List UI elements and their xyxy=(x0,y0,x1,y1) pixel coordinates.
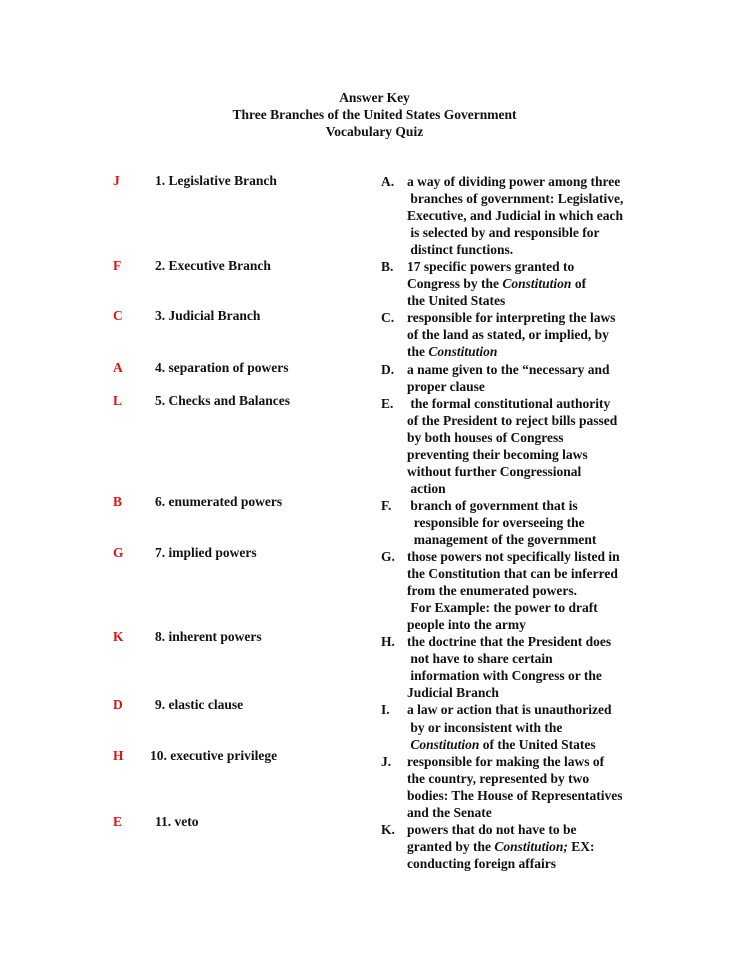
definition-letter: A. xyxy=(381,174,395,189)
definition xyxy=(381,548,623,633)
definition-text: those powers not specifically listed in xyxy=(407,549,620,565)
definition-text: management of the government xyxy=(407,531,597,547)
definition-line xyxy=(381,719,623,736)
definition-text: by or inconsistent with the xyxy=(407,719,563,735)
vocabulary-term: 6. enumerated powers xyxy=(155,494,283,509)
definition-line xyxy=(381,292,623,309)
header-subtitle: Three Branches of the United States Government xyxy=(232,107,517,122)
definition-line xyxy=(381,190,623,207)
definition-text: from the enumerated powers. xyxy=(407,583,577,599)
definition-text: branch of government that is xyxy=(407,497,578,513)
definition xyxy=(381,753,623,821)
definition-text: granted by the xyxy=(407,838,495,854)
definition-line xyxy=(381,650,623,667)
definition-text: of the United States xyxy=(479,736,596,752)
definition-letter: E. xyxy=(381,395,394,411)
definition-text: by both houses of Congress xyxy=(407,429,564,445)
definition-text: without further Congressional xyxy=(407,463,582,479)
definition-line xyxy=(381,736,623,753)
definition-text: responsible for overseeing the xyxy=(407,514,585,530)
vocabulary-term: 5. Checks and Balances xyxy=(155,393,291,408)
definition-text: the Constitution that can be inferred xyxy=(407,566,618,582)
vocabulary-term: 2. Executive Branch xyxy=(155,258,271,273)
definition-line xyxy=(381,463,623,480)
definition-text: the xyxy=(407,344,429,360)
definition-letter: C. xyxy=(381,310,395,326)
definition-line xyxy=(381,378,623,395)
answer-letter: E xyxy=(113,814,123,829)
definition xyxy=(381,701,623,752)
definition-letter: K. xyxy=(381,821,395,837)
definition-text: the doctrine that the President does xyxy=(407,634,612,650)
definition-line xyxy=(381,429,623,446)
answer-letter: A xyxy=(113,360,123,375)
answer-letter: C xyxy=(113,308,123,323)
definition-text: For Example: the power to draft xyxy=(407,600,598,616)
definition-line xyxy=(381,616,623,633)
definition-letter: I. xyxy=(381,702,390,718)
definition-line xyxy=(381,275,623,292)
definition-text: and the Senate xyxy=(407,804,492,820)
definition-text: the formal constitutional authority xyxy=(407,395,611,411)
definition-line xyxy=(381,548,623,565)
definition-line xyxy=(381,667,623,684)
definition-letter: D. xyxy=(381,361,395,377)
definition-line xyxy=(381,582,623,599)
definition-line xyxy=(381,770,623,787)
definition-line xyxy=(381,838,623,855)
definitions-list xyxy=(381,173,623,872)
header-title: Answer Key xyxy=(339,90,410,105)
definition-line xyxy=(381,258,623,275)
definition-text: Congress by the xyxy=(407,276,503,292)
definition-line xyxy=(381,173,623,190)
header-quiz-name: Vocabulary Quiz xyxy=(325,124,424,139)
definition-line xyxy=(381,855,623,872)
definition-line xyxy=(381,309,623,326)
definition xyxy=(381,821,623,872)
definition-line xyxy=(381,531,623,548)
definition xyxy=(381,395,623,497)
definition-text: of xyxy=(571,276,587,292)
definition-text: branches of government: Legislative, xyxy=(407,191,624,207)
italic-text: Constitution xyxy=(502,276,572,292)
definition-text: of the land as stated, or implied, by xyxy=(407,327,609,343)
definition-line xyxy=(381,599,623,616)
definition-text: action xyxy=(407,480,446,496)
vocabulary-term: 9. elastic clause xyxy=(155,697,244,712)
definition-line xyxy=(381,804,623,821)
definition-letter: H. xyxy=(381,634,395,650)
answer-letter: D xyxy=(113,697,123,712)
definition-letter: B. xyxy=(381,259,394,275)
definition-text: information with Congress or the xyxy=(407,668,602,684)
italic-text: Constitution; xyxy=(494,838,568,854)
definition-line xyxy=(381,565,623,582)
definition-text: people into the army xyxy=(407,617,526,633)
answer-letter: H xyxy=(113,748,124,763)
definition-line xyxy=(381,343,623,360)
answer-letter: J xyxy=(113,173,120,188)
definition xyxy=(381,258,623,309)
italic-text: Constitution xyxy=(428,344,498,360)
vocabulary-term: 7. implied powers xyxy=(155,545,257,560)
definition-text: a name given to the “necessary and xyxy=(407,361,610,377)
definition-text: responsible for making the laws of xyxy=(407,753,605,769)
definition-line xyxy=(381,701,623,718)
answer-letter: F xyxy=(113,258,122,273)
definition xyxy=(381,633,623,701)
definition-letter: G. xyxy=(381,549,395,565)
definition-line xyxy=(381,412,623,429)
definition xyxy=(381,361,623,395)
answer-letter: B xyxy=(113,494,123,509)
definition-text: of the President to reject bills passed xyxy=(407,412,618,428)
definition-text: a law or action that is unauthorized xyxy=(407,702,612,718)
italic-text: Constitution xyxy=(410,736,480,752)
definition-line xyxy=(381,224,623,241)
definition-line xyxy=(381,361,623,378)
definition-text: not have to share certain xyxy=(407,651,553,667)
definition-text: bodies: The House of Representatives xyxy=(407,787,623,803)
definition-line xyxy=(381,326,623,343)
definition-text: responsible for interpreting the laws xyxy=(407,310,616,326)
definition-text: a way of dividing power among three xyxy=(407,174,621,189)
definition xyxy=(381,173,623,258)
vocabulary-term: 8. inherent powers xyxy=(155,629,262,644)
definition-text: conducting foreign affairs xyxy=(407,855,556,871)
definition-line xyxy=(381,207,623,224)
definition-line xyxy=(381,787,623,804)
definition-letter: J. xyxy=(381,753,392,769)
definition-line xyxy=(381,497,623,514)
definition-line xyxy=(381,241,623,258)
answer-letter: L xyxy=(113,393,123,408)
definition-letter: F. xyxy=(381,497,392,513)
answer-letter: G xyxy=(113,545,124,560)
definition-text: Executive, and Judicial in which each xyxy=(407,208,624,224)
definition-line xyxy=(381,514,623,531)
vocabulary-term: 10. executive privilege xyxy=(150,748,278,763)
definition-text: preventing their becoming laws xyxy=(407,446,588,462)
vocabulary-term: 11. veto xyxy=(155,814,199,829)
definition-text: the country, represented by two xyxy=(407,770,590,786)
definition-text: is selected by and responsible for xyxy=(407,225,600,241)
vocabulary-term: 1. Legislative Branch xyxy=(155,173,277,188)
definition xyxy=(381,497,623,548)
definition-line xyxy=(381,753,623,770)
definition-line xyxy=(381,633,623,650)
definition-text: proper clause xyxy=(407,378,485,394)
definition-line xyxy=(381,684,623,701)
definition-line xyxy=(381,395,623,412)
definition-text: powers that do not have to be xyxy=(407,821,577,837)
definition-line xyxy=(381,480,623,497)
definition-text: 17 specific powers granted to xyxy=(407,259,575,275)
definition-text: distinct functions. xyxy=(407,242,514,258)
definition-line xyxy=(381,821,623,838)
definition-text: EX: xyxy=(567,838,595,854)
definition-text: the United States xyxy=(407,293,506,309)
definition xyxy=(381,309,623,360)
definition-text: Judicial Branch xyxy=(407,685,499,701)
definition-line xyxy=(381,446,623,463)
answer-letter: K xyxy=(113,629,124,644)
vocabulary-term: 4. separation of powers xyxy=(155,360,289,375)
vocabulary-term: 3. Judicial Branch xyxy=(155,308,261,323)
